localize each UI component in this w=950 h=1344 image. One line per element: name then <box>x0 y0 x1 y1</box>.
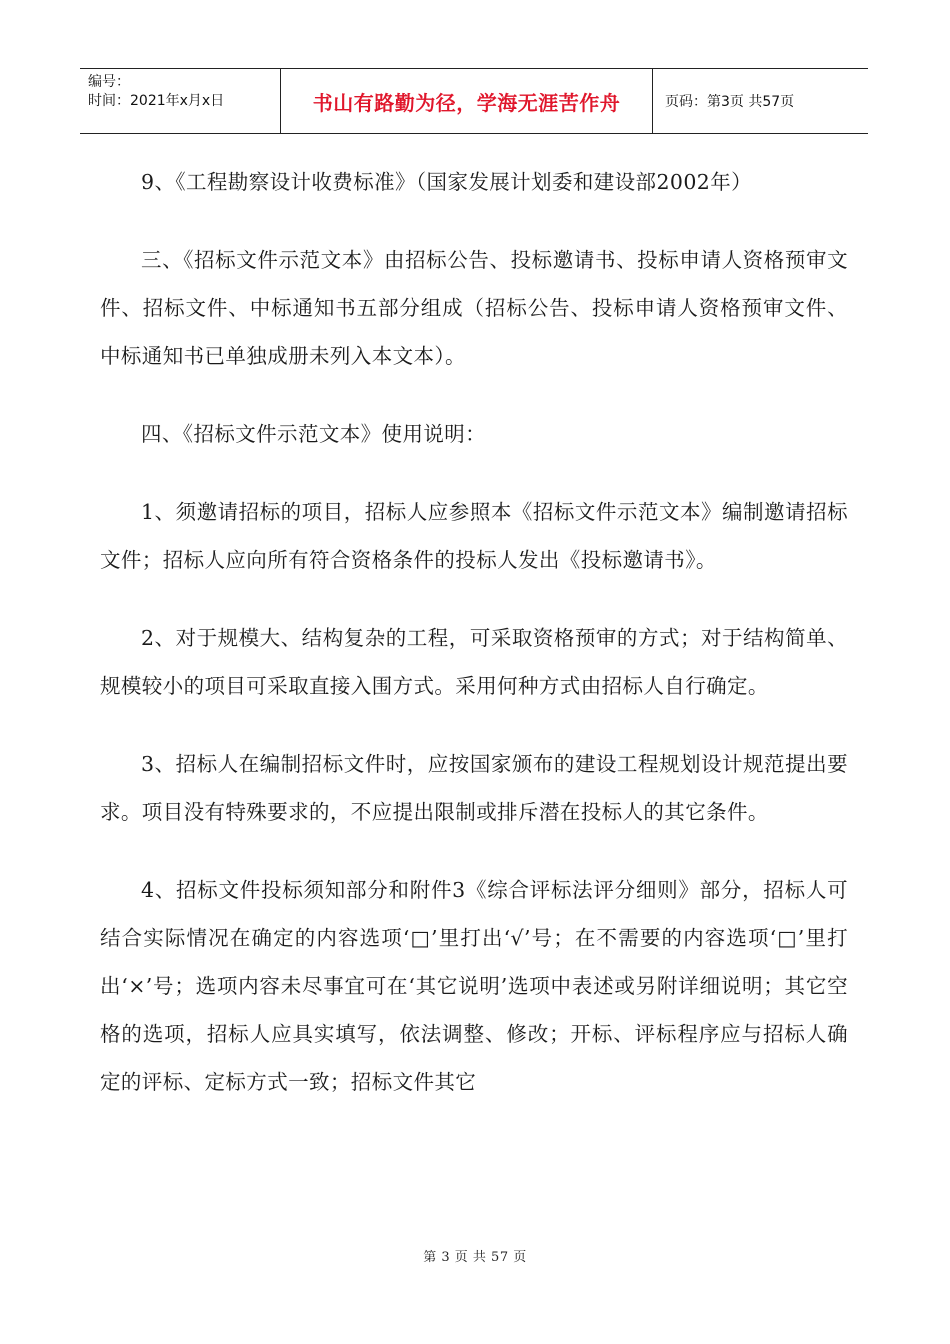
paragraph: 四、《招标文件示范文本》使用说明： <box>141 422 487 446</box>
paragraph: 9、《工程勘察设计收费标准》（国家发展计划委和建设部2002年） <box>141 170 753 194</box>
header-time: 时间：2021年x月x日 <box>88 93 225 109</box>
header-page-info: 页码：第3页 共57页 <box>665 94 795 110</box>
header-number: 编号： <box>88 74 130 90</box>
paragraph: 1、须邀请招标的项目，招标人应参照本《招标文件示范文本》编制邀请招标文件；招标人应向所有符合资格条件的投标人发出《投标邀请书》。 <box>100 500 848 572</box>
page-footer: 第 3 页 共 57 页 <box>423 1250 527 1265</box>
paragraph: 2、对于规模大、结构复杂的工程，可采取资格预审的方式；对于结构简单、规模较小的项目可采取直接入围方式。采用何种方式由招标人自行确定。 <box>100 626 848 698</box>
header-meta <box>80 69 281 133</box>
document-body <box>100 158 848 1136</box>
paragraph: 4、招标文件投标须知部分和附件3《综合评标法评分细则》部分，招标人可结合实际情况在确定的内容选项‘□’里打出‘√’号；在不需要的内容选项‘□’里打出‘×’号；选项内容未尽事宜可在‘其它说明’选项中表述或另附详细说明；其它空格的选项，招标人应具实填写，依法调整、修改；开标、评标程序应与招标人确定的评标、定标方式一致；招标文件其它 <box>100 878 848 1094</box>
header-motto: 书山有路勤为径，学海无涯苦作舟 <box>281 69 653 133</box>
document-header <box>80 68 868 134</box>
paragraph: 三、《招标文件示范文本》由招标公告、投标邀请书、投标申请人资格预审文件、招标文件、中标通知书五部分组成（招标公告、投标申请人资格预审文件、中标通知书已单独成册未列入本文本）。 <box>100 248 848 368</box>
paragraph: 3、招标人在编制招标文件时，应按国家颁布的建设工程规划设计规范提出要求。项目没有特殊要求的，不应提出限制或排斥潜在投标人的其它条件。 <box>100 752 848 824</box>
